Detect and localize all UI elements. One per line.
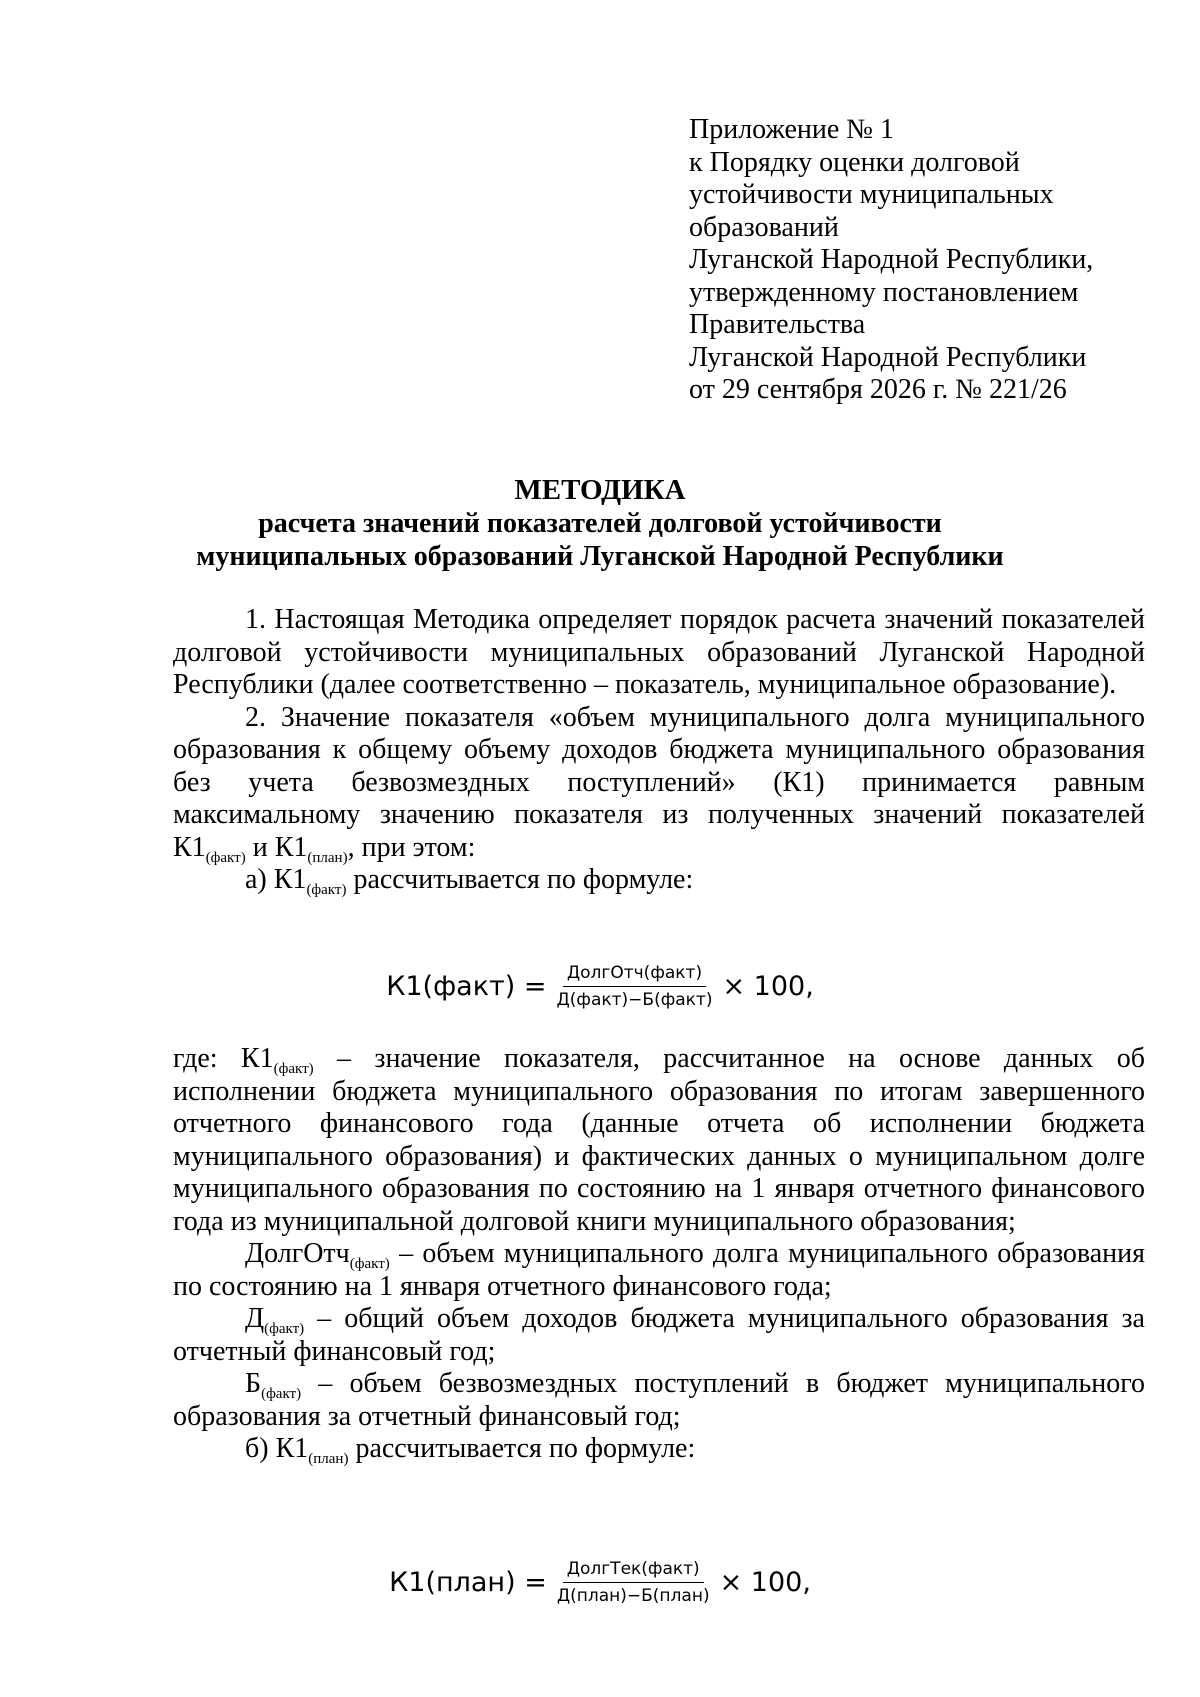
paragraph-1: 1. Настоящая Методика определяет порядок расчета значений показателей долговой устойчивости муниципальных образований Луганской Народной Республики (далее соответственно – показатель, муниципальное образование). bbox=[173, 604, 1145, 700]
formula-rhs: × 100, bbox=[719, 1567, 811, 1598]
paragraph-where: где: $К1_{(факт)}$ – значение показателя, рассчитанное на основе данных об исполнении бюджета муниципального образования по итогам завершенного отчетного финансового года (данные отчета об исполнении бюджета муниципального образования) и фактических данных о муниципальном долге муниципального образования по состоянию на 1 января отчетного финансового года из муниципальной долговой книги муниципального образования; bbox=[173, 1043, 1146, 1237]
formula-k1-plan bbox=[0, 1559, 1200, 1606]
formula-fraction bbox=[553, 1559, 714, 1606]
document-subtitle-line-2: муниципальных образований Луганской Народной Республики bbox=[196, 541, 1004, 572]
definition-dolg-otch: ДолгОтч$_{(факт)}$ – объем муниципального долга муниципального образования по состоянию на 1 января отчетного финансового года; bbox=[173, 1238, 1145, 1302]
document-subtitle-line-1: расчета значений показателей долговой устойчивости bbox=[258, 508, 942, 539]
formula-numerator: ДолгТек(факт) bbox=[563, 1559, 704, 1583]
paragraph-a: а) $К1_{(факт)}$ рассчитывается по формуле: bbox=[245, 864, 694, 898]
appendix-line: Луганской Народной Республики, bbox=[689, 244, 1094, 275]
body-section-1 bbox=[173, 604, 1145, 897]
formula-k1-fact bbox=[0, 963, 1200, 1010]
document-title: МЕТОДИКА bbox=[514, 474, 686, 506]
formula-denominator: Д(план)−Б(план) bbox=[556, 1586, 710, 1606]
appendix-line: Приложение № 1 bbox=[689, 114, 894, 145]
paragraph-2: 2. Значение показателя «объем муниципального долга муниципального образования к общему объему доходов бюджета муниципального образования без учета безвозмездных поступлений» (К1) принимается равным максимальному значению показателя из полученных значений показателей $К1_{(факт)}$ и $К1_{(план)}$, при этом: bbox=[173, 701, 1145, 866]
formula-numerator: ДолгОтч(факт) bbox=[563, 963, 706, 987]
formula-denominator: Д(факт)−Б(факт) bbox=[556, 990, 713, 1010]
appendix-line: утвержденному постановлением bbox=[689, 276, 1079, 308]
appendix-line: устойчивости муниципальных bbox=[689, 179, 1054, 210]
appendix-line: Правительства bbox=[689, 309, 866, 340]
definition-b-fact: $Б_{(факт)}$ – объем безвозмездных поступлений в бюджет муниципального образования за отчетный финансовый год; bbox=[173, 1368, 1145, 1432]
body-section-2 bbox=[173, 1043, 1145, 1466]
formula-lhs: К1(план) = bbox=[389, 1567, 547, 1598]
definition-d-fact: $Д_{(факт)}$ – общий объем доходов бюджета муниципального образования за отчетный финансовый год; bbox=[173, 1303, 1145, 1367]
appendix-line: от 29 сентября 2026 г. № 221/26 bbox=[689, 374, 1067, 405]
formula-fraction bbox=[553, 963, 717, 1010]
paragraph-b: б) $К1_{(план)}$ рассчитывается по формуле: bbox=[245, 1433, 696, 1467]
appendix-line: образований bbox=[689, 211, 839, 243]
formula-rhs: × 100, bbox=[722, 971, 814, 1002]
appendix-line: Луганской Народной Республики bbox=[689, 341, 1087, 373]
formula-lhs: К1(факт) = bbox=[386, 971, 547, 1002]
appendix-line: к Порядку оценки долговой bbox=[689, 146, 1020, 178]
appendix-block bbox=[689, 114, 1159, 407]
